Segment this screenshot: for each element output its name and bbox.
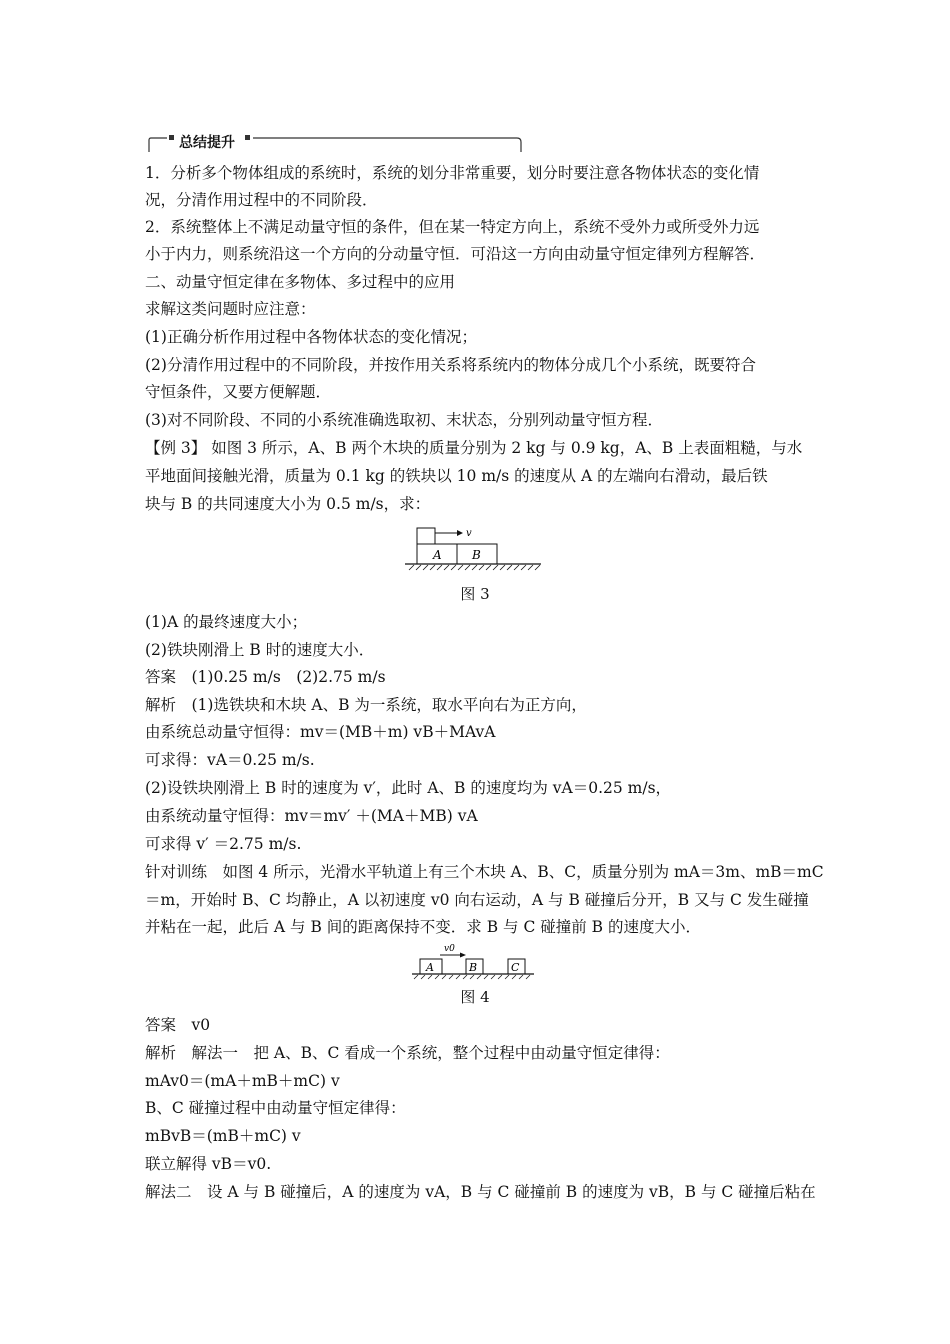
practice-line-3: 并粘在一起，此后 A 与 B 间的距离保持不变．求 B 与 C 碰撞前 B 的速度大小． [145, 918, 701, 936]
practice-solution-5: 联立解得 vB＝v0. [145, 1155, 272, 1173]
practice-solution-4: mBvB＝(mB＋mC) v [145, 1127, 301, 1145]
practice-line-2: ＝m，开始时 B、C 均静止，A 以初速度 v0 向右运动，A 与 B 碰撞后分开，B 又与 C 发生碰撞 [145, 891, 809, 909]
figure-4-drawing [412, 942, 538, 982]
figure-4-label-b: B [469, 961, 478, 974]
summary-line-2: 况，分清作用过程中的不同阶段． [145, 191, 378, 209]
practice-solution-2: mAv0＝(mA＋mB＋mC) v [145, 1072, 340, 1090]
figure-4-label-a: A [426, 961, 434, 974]
section-heading: 二、动量守恒定律在多物体、多过程中的应用 [145, 273, 456, 291]
summary-header [145, 132, 523, 152]
section-intro: 求解这类问题时应注意： [145, 300, 316, 318]
figure-4 [412, 942, 538, 982]
example3-solution-2: 由系统总动量守恒得：mv＝(MB＋m) vB＋MAvA [145, 723, 496, 741]
example3-answer: 答案 (1)0.25 m/s (2)2.75 m/s [145, 668, 386, 686]
figure-4-label-c: C [511, 961, 520, 974]
example3-question-2: (2)铁块刚滑上 B 时的速度大小． [145, 641, 375, 659]
figure-4-caption: 图 4 [460, 988, 490, 1006]
figure-3-label-v: v [466, 528, 472, 539]
example3-question-1: (1)A 的最终速度大小； [145, 613, 308, 631]
figure-3 [405, 522, 545, 582]
practice-solution-3: B、C 碰撞过程中由动量守恒定律得： [145, 1099, 406, 1117]
example3-solution-6: 可求得 v′ ＝2.75 m/s. [145, 835, 302, 853]
practice-line-1: 针对训练 如图 4 所示，光滑水平轨道上有三个木块 A、B、C，质量分别为 mA＝3m、mB＝mC [145, 863, 824, 881]
summary-line-1: 1．分析多个物体组成的系统时，系统的划分非常重要，划分时要注意各物体状态的变化情 [145, 164, 760, 182]
summary-line-4: 小于内力，则系统沿这一个方向的分动量守恒．可沿这一方向由动量守恒定律列方程解答． [145, 245, 766, 263]
example3-solution-5: 由系统动量守恒得：mv＝mv′ ＋(MA＋MB) vA [145, 807, 478, 825]
example3-line-3: 块与 B 的共同速度大小为 0.5 m/s，求： [145, 495, 431, 513]
example3-solution-3: 可求得：vA＝0.25 m/s. [145, 751, 315, 769]
section-point-1: (1)正确分析作用过程中各物体状态的变化情况； [145, 328, 477, 346]
figure-3-caption: 图 3 [460, 585, 490, 603]
figure-4-label-v0: v0 [444, 944, 455, 954]
practice-solution-6: 解法二 设 A 与 B 碰撞后，A 的速度为 vA，B 与 C 碰撞前 B 的速度为 vB，B 与 C 碰撞后粘在 [145, 1183, 816, 1201]
figure-3-drawing [405, 522, 545, 582]
summary-title: 总结提升 [175, 132, 239, 152]
section-point-2-cont: 守恒条件，又要方便解题． [145, 383, 332, 401]
example3-solution-4: (2)设铁块刚滑上 B 时的速度为 v′，此时 A、B 的速度均为 vA＝0.25 m/s， [145, 779, 672, 797]
figure-3-label-a: A [433, 548, 442, 562]
section-point-3: (3)对不同阶段、不同的小系统准确选取初、末状态，分别列动量守恒方程． [145, 411, 663, 429]
practice-answer: 答案 v0 [145, 1016, 211, 1034]
example3-solution-1: 解析 (1)选铁块和木块 A、B 为一系统，取水平向右为正方向， [145, 696, 587, 714]
summary-line-3: 2．系统整体上不满足动量守恒的条件，但在某一特定方向上，系统不受外力或所受外力远 [145, 218, 760, 236]
practice-solution-1: 解析 解法一 把 A、B、C 看成一个系统，整个过程中由动量守恒定律得： [145, 1044, 670, 1062]
figure-3-label-b: B [472, 548, 481, 562]
section-point-2: (2)分清作用过程中的不同阶段，并按作用关系将系统内的物体分成几个小系统，既要符合 [145, 356, 756, 374]
example3-line-2: 平地面间接触光滑，质量为 0.1 kg 的铁块以 10 m/s 的速度从 A 的左端向右滑动，最后铁 [145, 467, 768, 485]
example3-line-1: 【例 3】 如图 3 所示，A、B 两个木块的质量分别为 2 kg 与 0.9 kg，A、B 上表面粗糙，与水 [145, 439, 803, 457]
